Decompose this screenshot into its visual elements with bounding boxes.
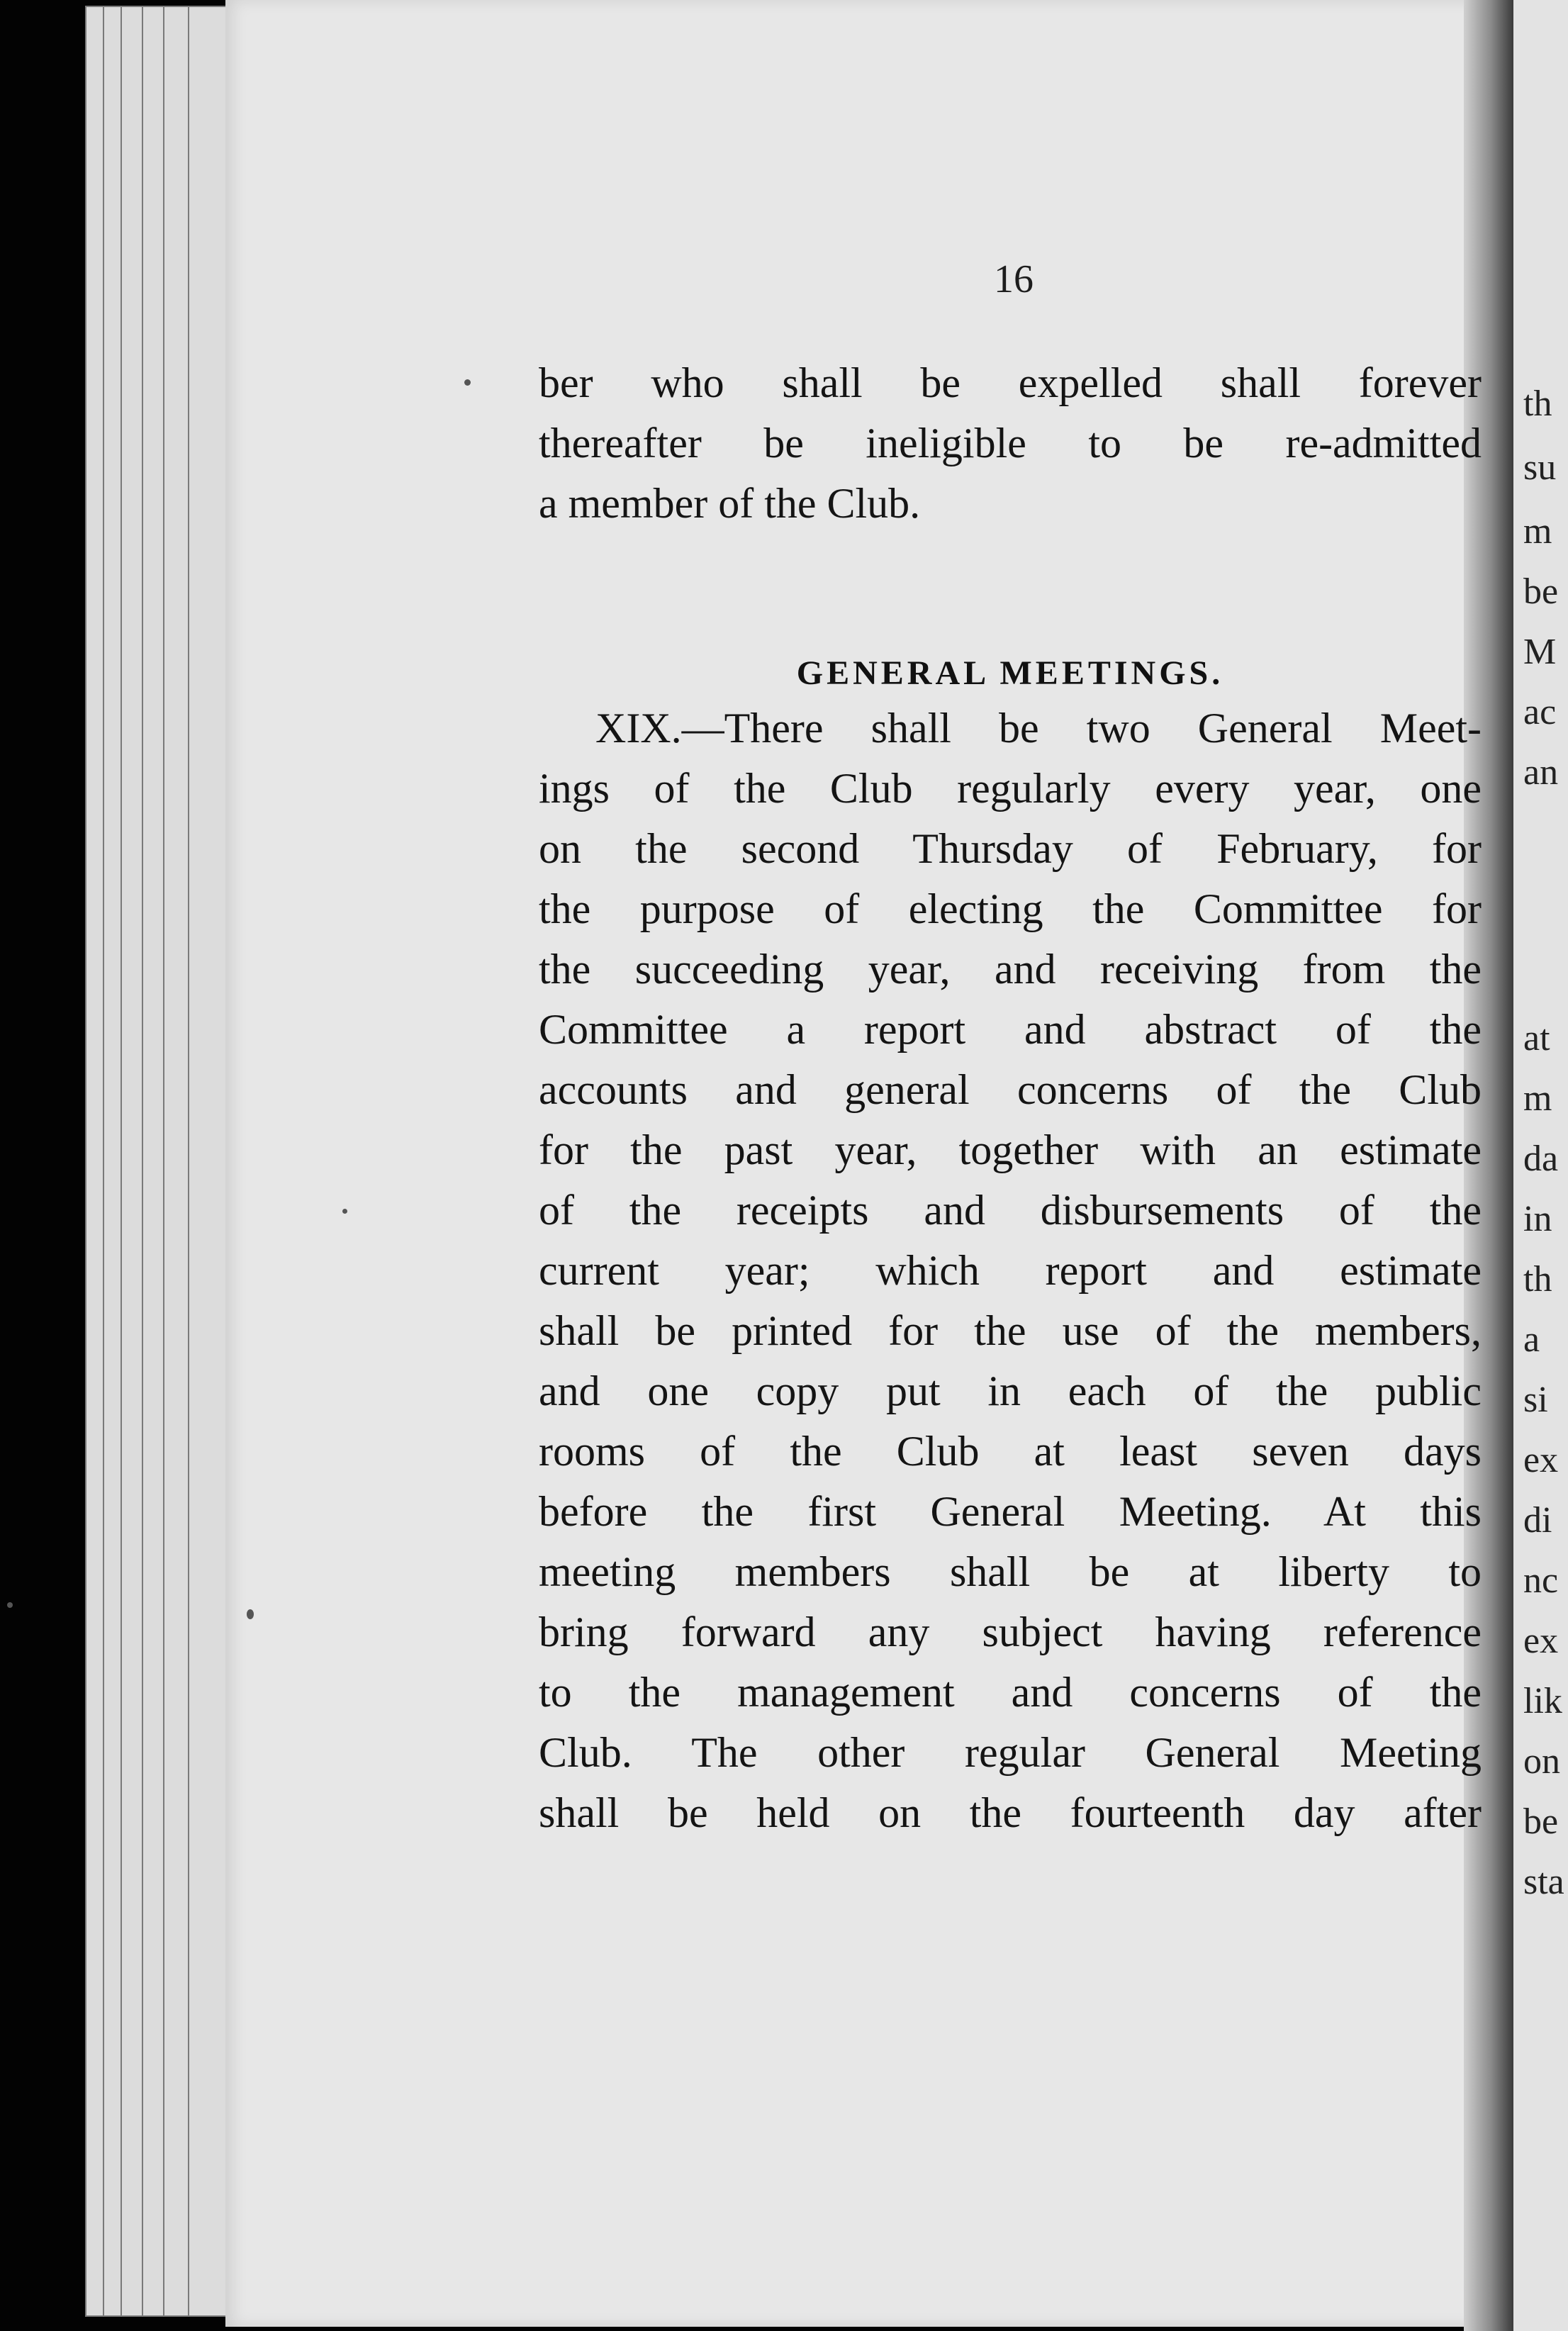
fragment: at: [1523, 1018, 1550, 1058]
text-line: ber who shall be expelled shall forever: [539, 359, 1482, 406]
fragment: m: [1523, 511, 1552, 552]
fragment: M: [1523, 632, 1557, 672]
text-line: thereafter be ineligible to be re-admitted: [539, 420, 1482, 466]
fragment: da: [1523, 1139, 1559, 1179]
text-line: and one copy put in each of the public: [539, 1368, 1482, 1414]
continuation-paragraph: [539, 353, 1482, 534]
fragment: lik: [1523, 1681, 1562, 1721]
text-line: the purpose of electing the Committee for: [539, 885, 1482, 932]
text-line: shall be printed for the use of the members,: [539, 1307, 1482, 1354]
text-line: a member of the Club.: [539, 480, 921, 527]
text-line: before the first General Meeting. At this: [539, 1488, 1482, 1535]
text-line: rooms of the Club at least seven days: [539, 1428, 1482, 1475]
section-xix-paragraph: [539, 698, 1482, 1843]
text-line: meeting members shall be at liberty to: [539, 1548, 1482, 1595]
text-line: to the management and concerns of the: [539, 1669, 1482, 1716]
text-line: on the second Thursday of February, for: [539, 825, 1482, 872]
text-line: for the past year, together with an estimate: [539, 1127, 1482, 1173]
text-line: Club. The other regular General Meeting: [539, 1729, 1482, 1776]
fragment: si: [1523, 1380, 1548, 1420]
fragment: be: [1523, 1801, 1559, 1842]
fragment: th: [1523, 1259, 1552, 1299]
fragment: a: [1523, 1319, 1540, 1360]
text-line: Committee a report and abstract of the: [539, 1006, 1482, 1053]
section-heading: GENERAL MEETINGS.: [796, 654, 1224, 692]
facing-page-edge: [1513, 0, 1568, 2331]
text-line: current year; which report and estimate: [539, 1247, 1482, 1294]
scan-speck: [7, 1602, 13, 1608]
fragment: m: [1523, 1078, 1552, 1119]
fragment: th: [1523, 384, 1552, 424]
text-line: the succeeding year, and receiving from the: [539, 946, 1482, 993]
fragment: sta: [1523, 1862, 1564, 1902]
text-line: ings of the Club regularly every year, one: [539, 765, 1482, 812]
text-line: XIX.—There shall be two General Meet-: [595, 705, 1482, 751]
text-line: of the receipts and disbursements of the: [539, 1187, 1482, 1234]
scan-speck: [247, 1609, 254, 1619]
fragment: an: [1523, 752, 1559, 793]
scan-speck: [464, 379, 471, 386]
fragment: ex: [1523, 1440, 1559, 1480]
fragment: di: [1523, 1500, 1552, 1541]
fragment: su: [1523, 447, 1557, 488]
fragment: ac: [1523, 692, 1557, 732]
scan-speck: [342, 1209, 347, 1214]
fragment: in: [1523, 1199, 1552, 1239]
text-line: shall be held on the fourteenth day after: [539, 1789, 1482, 1836]
fragment: be: [1523, 571, 1559, 612]
fragment: on: [1523, 1741, 1560, 1782]
page-number: 16: [994, 257, 1034, 301]
fragment: ex: [1523, 1621, 1559, 1661]
fragment: nc: [1523, 1560, 1559, 1601]
text-line: bring forward any subject having reference: [539, 1609, 1482, 1655]
text-line: accounts and general concerns of the Club: [539, 1066, 1482, 1113]
